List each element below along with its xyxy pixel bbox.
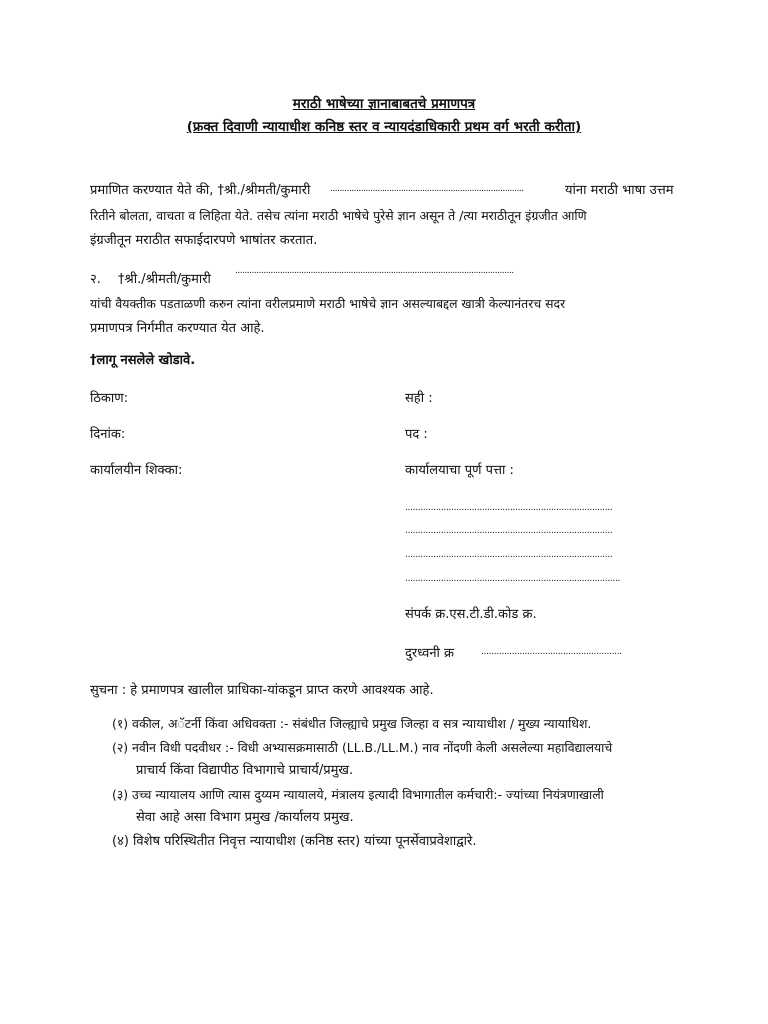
seal-label: कार्यालयीन शिक्का: (90, 463, 183, 478)
notice-item: (४) विशेष परिस्थितीत निवृत्त न्यायाधीश (कनिष्ठ स्तर) यांच्या पूनर्सेवाप्रवेशाद्वारे. (112, 834, 477, 849)
phone-label: दुरध्वनी क्र (405, 646, 455, 661)
notice-item: (३) उच्च न्यायालय आणि त्यास दुय्यम न्यायालये, मंत्रालय इत्यादी विभागातील कर्मचारी:- ज्यांच्या नियंत्रणाखाली (112, 787, 604, 802)
para2-name-dots: ...................................................................................................................... (235, 266, 514, 276)
notice-title: सुचना : हे प्रमाणपत्र खालील प्राधिका-यांकडून प्राप्त करणे आवश्यक आहे. (90, 683, 434, 698)
para1-line1a: प्रमाणित करण्यात येते की, †श्री./श्रीमती/कुमारी (90, 183, 311, 198)
notice-item-continuation: सेवा आहे असा विभाग प्रमुख /कार्यालय प्रमुख. (136, 810, 354, 825)
para2-number: २. (90, 272, 101, 287)
place-label: ठिकाण: (90, 391, 129, 406)
page-title: मराठी भाषेच्या ज्ञानाबाबतचे प्रमाणपत्र (292, 96, 476, 112)
para2-line3: प्रमाणपत्र निर्गमीत करण्यात येत आहे. (90, 321, 265, 336)
address-label: कार्यालयाचा पूर्ण पत्ता : (405, 463, 514, 478)
phone-dots: ....................................................... (481, 647, 622, 657)
para2-line2: यांची वैयक्तीक पडताळणी करुन त्यांना वरीलप्रमाणे मराठी भाषेचे ज्ञान असल्याबद्दल खात्री केल्यानंतरच सदर (90, 296, 566, 311)
notice-item-continuation: प्राचार्य किंवा विद्यापीठ विभागाचे प्राचार्य/प्रमुख. (136, 763, 354, 778)
para2-name-label: †श्री./श्रीमती/कुमारी (118, 272, 211, 287)
para1-name-dots: .................................................................................. (330, 184, 524, 194)
notice-item: (१) वकील, अॅटर्नी किंवा अधिवक्ता :- संबंधीत जिल्ह्याचे प्रमुख जिल्हा व सत्र न्यायाधीश / मुख्य न्यायाधिश. (112, 716, 592, 731)
para1-line3: इंग्रजीतून मराठीत सफाईदारपणे भाषांतर करतात. (90, 233, 318, 248)
address-line: ................................................................................. (405, 503, 613, 513)
para1-line1b: यांना मराठी भाषा उत्तम (565, 183, 674, 198)
strike-note: †लागू नसलेले खोडावे. (90, 353, 196, 368)
address-line: ................................................................................. (405, 526, 613, 536)
page-subtitle: (फ्रक्त दिवाणी न्यायाधीश कनिष्ठ स्तर व न्यायदंडाधिकारी प्रथम वर्ग भरती करीता) (186, 119, 582, 135)
date-label: दिनांक: (90, 427, 126, 442)
notice-item: (२) नवीन विधी पदवीधर :- विधी अभ्यासक्रमासाठी (LL.B./LL.M.) नाव नोंदणी केली असलेल्या महाविद्यालयाचे (112, 740, 613, 755)
designation-label: पद : (405, 427, 428, 442)
address-line: .................................................................................... (405, 574, 621, 584)
address-line: ................................................................................. (405, 550, 613, 560)
contact-label: संपर्क क्र.एस.टी.डी.कोड क्र. (405, 607, 537, 622)
para1-line2: रितीने बोलता, वाचता व लिहिता येते. तसेच त्यांना मराठी भाषेचे पुरेसे ज्ञान असून ते /त्या मराठीतून इंग्रजीत आणि (90, 208, 587, 223)
signature-label: सही : (405, 391, 433, 406)
